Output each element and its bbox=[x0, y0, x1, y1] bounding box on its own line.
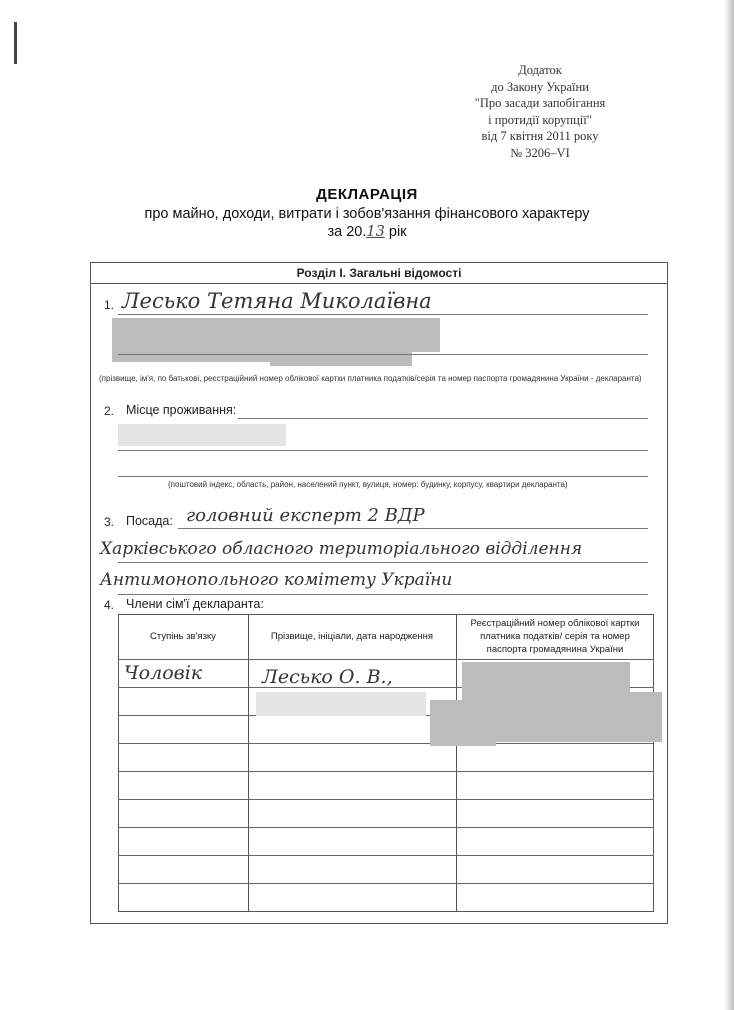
scan-mark bbox=[14, 22, 17, 64]
appendix-block bbox=[455, 62, 625, 161]
scan-edge-shadow bbox=[724, 0, 734, 1010]
fill-line bbox=[118, 594, 648, 595]
family-relation-cell: Чоловік bbox=[124, 662, 203, 684]
document-subtitle: про майно, доходи, витрати і зобов'язання фінансового характеру bbox=[144, 206, 590, 222]
redaction-block bbox=[112, 318, 270, 362]
redaction-block bbox=[412, 318, 440, 352]
position-handwritten-line2: Харківського обласного територіального відділення bbox=[100, 539, 583, 559]
fill-line bbox=[118, 450, 648, 451]
year-handwritten: 13 bbox=[366, 224, 385, 240]
fill-line bbox=[178, 528, 648, 529]
family-members-label: Члени сім'ї декларанта: bbox=[126, 597, 264, 611]
document-year bbox=[0, 224, 734, 240]
redaction-block bbox=[430, 700, 496, 746]
item-number: 4. bbox=[104, 598, 115, 612]
column-header-name: Прізвище, ініціали, дата народження bbox=[270, 631, 434, 642]
column-header-tax-id: Реєстраційний номер облікової картки платника податків/ серія та номер паспорта громадянина України bbox=[470, 618, 640, 655]
redaction-block bbox=[270, 318, 412, 366]
fill-line bbox=[118, 476, 648, 477]
position-handwritten-line3: Антимонопольного комітету України bbox=[100, 570, 453, 590]
row-divider bbox=[118, 771, 654, 772]
item1-caption: (прізвище, ім'я, по батькові, реєстраційний номер облікової картки платника податків/серія та номер паспорта громадянина України - декларанта) bbox=[99, 374, 642, 383]
row-divider bbox=[118, 855, 654, 856]
declarant-name-handwritten: Лесько Тетяна Миколаївна bbox=[122, 289, 432, 313]
position-label: Посада: bbox=[126, 514, 173, 528]
section-header: Розділ І. Загальні відомості bbox=[90, 262, 668, 284]
row-divider bbox=[118, 743, 654, 744]
redaction-block bbox=[118, 424, 286, 446]
fill-line bbox=[238, 418, 648, 419]
row-divider bbox=[118, 827, 654, 828]
item2-caption: (поштовий індекс, область, район, населений пункт, вулиця, номер: будинку, корпусу, квартири декларанта) bbox=[168, 480, 568, 489]
column-header-relation: Ступінь зв'язку bbox=[150, 631, 216, 642]
residence-label: Місце проживання: bbox=[126, 403, 237, 417]
document-title: ДЕКЛАРАЦІЯ bbox=[316, 186, 418, 203]
item-number: 2. bbox=[104, 404, 115, 418]
fill-line bbox=[118, 562, 648, 563]
appendix-line: "Про засади запобігання bbox=[474, 96, 606, 110]
row-divider bbox=[118, 883, 654, 884]
appendix-line: і протидії корупції" bbox=[488, 112, 592, 127]
position-handwritten-line1: головний експерт 2 ВДР bbox=[186, 505, 425, 526]
item-number: 3. bbox=[104, 515, 115, 529]
table-header bbox=[118, 614, 654, 659]
family-name-cell: Лесько О. В., bbox=[262, 666, 393, 688]
year-prefix: за 20. bbox=[327, 224, 367, 240]
appendix-line: № 3206–VI bbox=[510, 145, 570, 160]
fill-line bbox=[118, 314, 648, 315]
fill-line bbox=[118, 354, 648, 355]
year-suffix: рік bbox=[388, 224, 407, 240]
appendix-line: від 7 квітня 2011 року bbox=[481, 129, 599, 143]
redaction-block bbox=[256, 692, 426, 716]
row-divider bbox=[118, 799, 654, 800]
appendix-line: до Закону України bbox=[491, 79, 589, 94]
item-number: 1. bbox=[104, 298, 115, 312]
appendix-line: Додаток bbox=[518, 63, 562, 77]
row-divider bbox=[118, 659, 654, 660]
redaction-block bbox=[494, 692, 662, 742]
